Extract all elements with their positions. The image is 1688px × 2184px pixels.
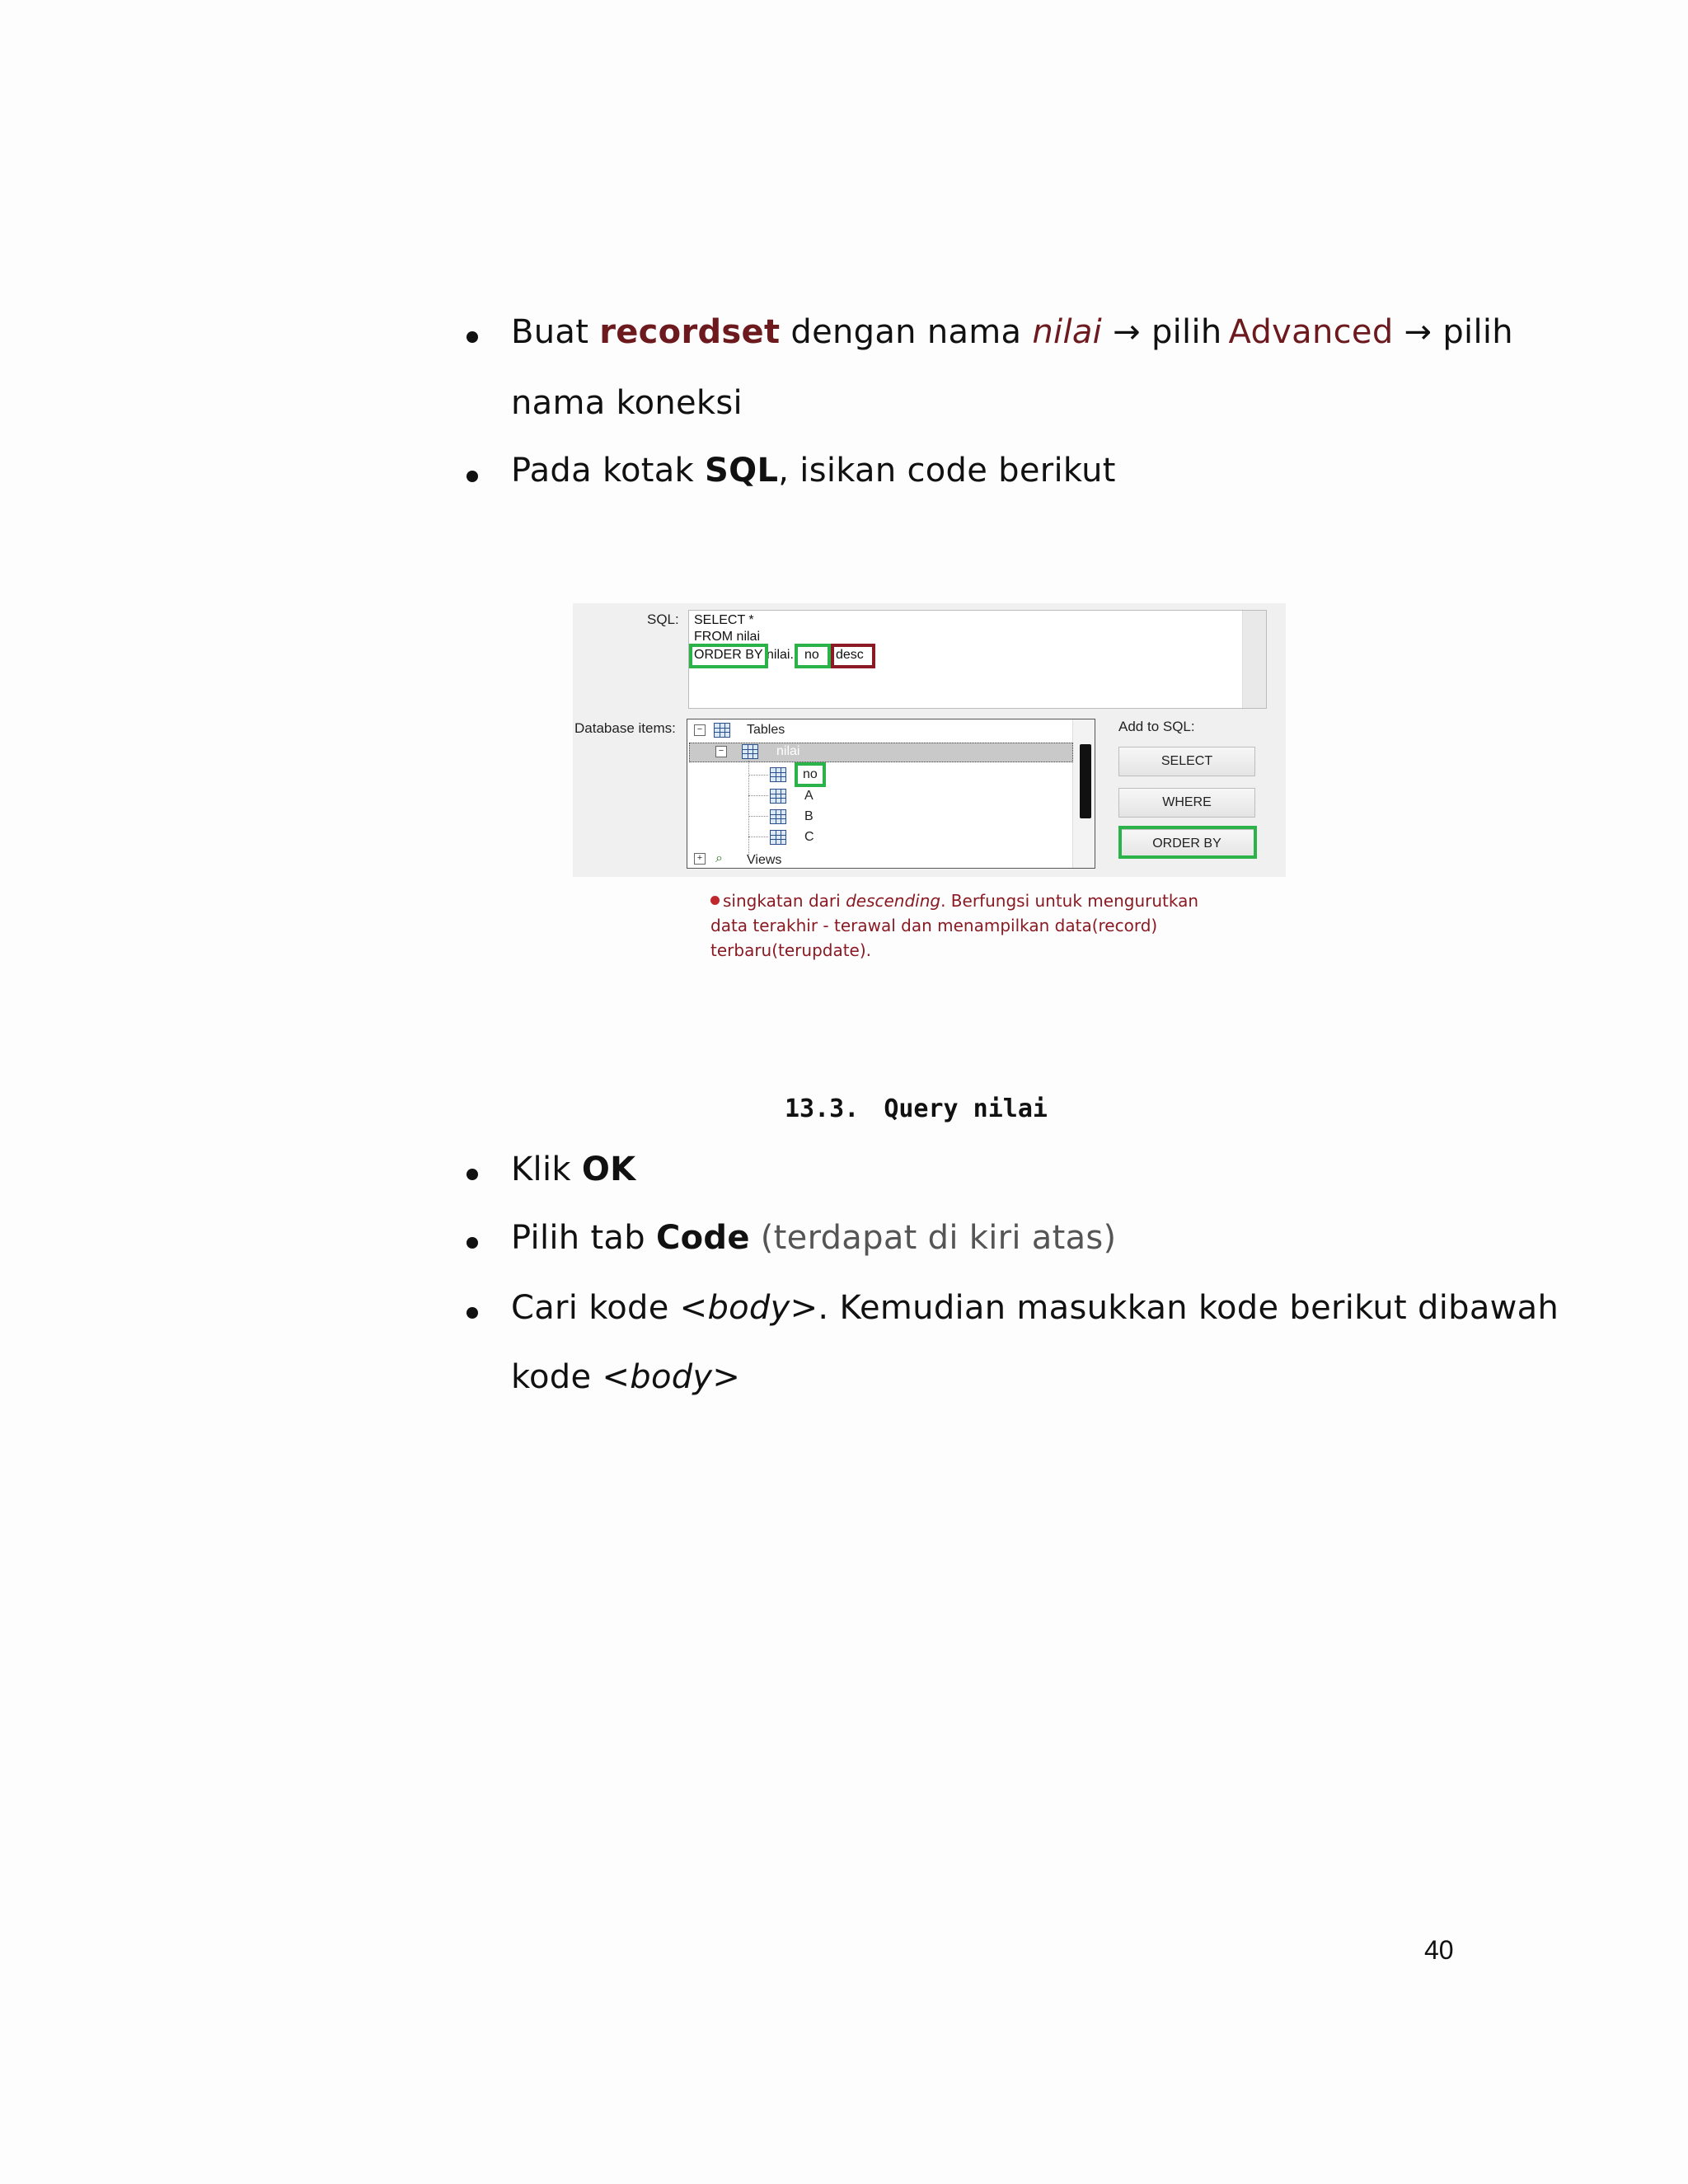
note-bullet	[710, 896, 720, 905]
text-terdapat: (terdapat di kiri atas)	[760, 1219, 1117, 1257]
tree-guide	[748, 775, 768, 776]
bullet-4-text	[511, 1219, 1116, 1257]
note-text-2: . Berfungsi untuk mengurutkan data terakhir - terawal dan menampilkan data(record) terbaru(terupdate).	[710, 891, 1199, 960]
bullet-dot	[467, 1307, 478, 1319]
sql-scrollbar[interactable]	[1242, 611, 1266, 708]
sql-col: no	[804, 648, 819, 662]
collapse-icon[interactable]: −	[694, 724, 706, 736]
tree-b[interactable]: B	[804, 809, 814, 823]
bullet-1-text	[511, 313, 1513, 351]
bullet-3-text	[511, 1151, 635, 1188]
bullet-5-text	[511, 1289, 1559, 1327]
column-icon	[770, 767, 786, 782]
database-items-label: Database items:	[574, 720, 676, 736]
bullet-dot	[467, 1169, 478, 1180]
tree-c[interactable]: C	[804, 830, 814, 844]
tree-tables[interactable]: Tables	[747, 723, 785, 737]
caption-title: Query nilai	[884, 1094, 1048, 1123]
highlight-order-by-button	[1118, 826, 1257, 859]
sql-table: nilai.	[767, 648, 794, 662]
highlight-order-by	[689, 644, 768, 668]
text-body-tag: <body>	[679, 1289, 818, 1327]
sql-label: SQL:	[647, 612, 679, 627]
table-icon	[742, 744, 758, 759]
tree-scroll-thumb[interactable]	[1080, 744, 1091, 818]
sql-order-by: ORDER BY	[694, 648, 763, 662]
database-tree[interactable]	[687, 719, 1095, 869]
text-code: Code	[655, 1219, 750, 1257]
annotation-note	[710, 888, 1221, 963]
column-icon	[770, 830, 786, 845]
tables-icon	[714, 723, 730, 738]
tree-views[interactable]: Views	[747, 853, 782, 867]
column-icon	[770, 789, 786, 804]
text-kemudian: . Kemudian masukkan kode berikut dibawah	[818, 1289, 1559, 1327]
tree-nilai[interactable]: nilai	[776, 744, 800, 758]
text-advanced: Advanced	[1228, 313, 1394, 351]
figure-caption	[785, 1094, 1048, 1123]
text-buat: Buat	[511, 313, 589, 351]
text-dengan-nama: dengan nama	[790, 313, 1022, 351]
sql-desc: desc	[836, 648, 864, 662]
highlight-desc	[831, 644, 875, 668]
column-icon	[770, 809, 786, 824]
bullet-dot	[467, 471, 478, 482]
query-screenshot	[573, 603, 1286, 877]
collapse-icon[interactable]: −	[715, 746, 727, 757]
tree-no[interactable]: no	[803, 767, 818, 781]
expand-icon[interactable]: +	[694, 853, 706, 865]
note-text-1: singkatan dari	[723, 891, 841, 911]
bullet-dot	[467, 331, 478, 343]
caption-number: 13.3.	[785, 1094, 860, 1123]
text-pilih: → pilih	[1113, 313, 1222, 351]
note-text-descending: descending	[846, 891, 941, 911]
add-to-sql-label: Add to SQL:	[1118, 719, 1195, 734]
where-button[interactable]: WHERE	[1118, 788, 1255, 818]
tree-guide	[748, 795, 768, 796]
text-body-tag-2: <body>	[602, 1358, 741, 1396]
sql-textarea[interactable]	[688, 610, 1267, 709]
text-nilai: nilai	[1032, 313, 1103, 351]
select-button[interactable]: SELECT	[1118, 747, 1255, 776]
text-klik: Klik	[511, 1151, 571, 1188]
text-cari-kode: Cari kode	[511, 1289, 669, 1327]
sql-line-1: SELECT *	[694, 613, 754, 627]
text-kode: kode	[511, 1358, 592, 1396]
tree-guide	[748, 816, 768, 817]
text-pilih-2: → pilih	[1404, 313, 1513, 351]
highlight-no	[795, 644, 831, 668]
order-by-button[interactable]: ORDER BY	[1118, 829, 1255, 859]
bullet-2-text	[511, 452, 1116, 490]
bullet-5-continuation	[511, 1358, 740, 1396]
text-isikan: , isikan code berikut	[778, 452, 1116, 490]
text-sql: SQL	[705, 452, 779, 490]
text-recordset: recordset	[599, 313, 781, 351]
bullet-1-continuation: nama koneksi	[511, 384, 743, 422]
text-pada-kotak: Pada kotak	[511, 452, 695, 490]
tree-a[interactable]: A	[804, 789, 814, 803]
text-ok: OK	[581, 1151, 636, 1188]
highlight-tree-no	[795, 762, 826, 787]
text-pilih-tab: Pilih tab	[511, 1219, 645, 1257]
views-icon: ⌕	[715, 851, 723, 865]
sql-line-2: FROM nilai	[694, 630, 761, 644]
bullet-dot	[467, 1237, 478, 1249]
page-number: 40	[1424, 1935, 1454, 1965]
